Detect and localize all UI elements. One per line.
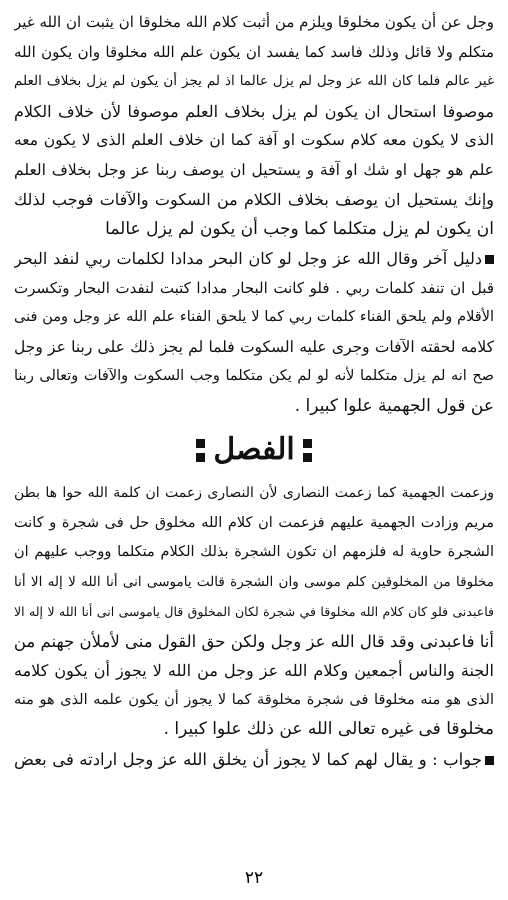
- text-line: الذى لا يكون معه كلام سكوت او آفة كما ان خلاف العلم الذى لا يكون معه: [14, 131, 494, 149]
- text-line: قبل ان تنفد كلمات ربي . فلو كانت البحار مدادا كتبت لنفدت البحار وتكسرت: [14, 278, 494, 297]
- text-line-with-marker: [14, 244, 494, 274]
- text-line: مخلوقا من المخلوقين كلم موسى وان الشجرة قالت ياموسى انى أنا الله لا إله الا أنا: [14, 573, 494, 590]
- text-line-with-marker: [14, 745, 494, 775]
- text-line: وزعمت الجهمية كما زعمت النصارى لأن النصارى زعمت ان كلمة الله حوا ها بطن: [14, 485, 494, 501]
- text-line: وجل عن أن يكون مخلوقا ويلزم من أثبت كلام الله مخلوقا ان يثبت ان الله غير: [14, 13, 494, 31]
- double-square-icon: [303, 439, 312, 462]
- text-line: غير عالم فلما كان الله عز وجل لم يزل عالما اذ لم يجز أن يكون لم يزل بخلاف العلم: [14, 73, 494, 89]
- square-bullet-icon: [485, 255, 494, 264]
- paragraph-opening: [14, 8, 494, 244]
- text-line-content: جواب : و يقال لهم كما لا يجوز أن يخلق الله عز وجل ارادته فى بعض: [14, 749, 482, 769]
- text-line: مخلوقا فى غيره تعالى الله عن ذلك علوا كبيرا .: [163, 719, 494, 739]
- text-line: متكلم ولا قائل وذلك فاسد كما يفسد ان يكون علم الله مخلوقا وان يكون الله: [14, 42, 494, 61]
- text-line: فاعبدنى فلو كان كلام الله مخلوقا في شجرة لكان المخلوق قال ياموسى انى أنا الله لا إله الا: [14, 604, 494, 619]
- text-line: ان يكون لم يزل متكلما كما وجب أن يكون لم يزل عالما: [105, 218, 494, 239]
- text-line: صح انه لم يزل متكلما لأنه لو لم يكن متكلما وجب السكوت والآفات وتعالى ربنا: [14, 368, 494, 384]
- section-heading: [14, 421, 494, 479]
- text-line: الأقلام ولم يلحق الفناء كلمات ربي كما لا يلحق الفناء علم الله عز وجل ومن فنى: [14, 309, 494, 325]
- text-line: أنا فاعبدنى وقد قال الله عز وجل ولكن حق القول منى لأملأن جهنم من: [14, 631, 494, 651]
- section-title: الفصل: [213, 432, 295, 467]
- paragraph-answer: [14, 745, 494, 775]
- text-line: علم هو جهل او شك او آفة و يستحيل ان يوصف ربنا عز وجل بخلاف العلم: [14, 160, 494, 179]
- text-line: عن قول الجهمية علوا كبيرا .: [294, 395, 494, 416]
- square-bullet-icon: [485, 756, 494, 765]
- text-line: وإنك يستحيل ان يوصف بخلاف الكلام من السكوت والآفات فوجب لذلك: [14, 190, 494, 209]
- page-number: ٢٢: [244, 868, 264, 887]
- text-line: مريم وزادت الجهمية عليهم فزعمت ان كلام الله مخلوق حل فى شجرة و كانت: [14, 514, 494, 531]
- paragraph-section: [14, 479, 494, 745]
- text-line-content: دليل آخر وقال الله عز وجل لو كان البحر مدادا لكلمات ربي لنفد البحر: [14, 249, 482, 268]
- text-line: موصوفا استحال ان يكون لم يزل بخلاف العلم موصوفا لأن خلاف الكلام: [14, 101, 494, 121]
- text-line: الشجرة حاوية له فلزمهم ان تكون الشجرة بذلك الكلام متكلما ووجب عليهم ان: [14, 544, 494, 560]
- paragraph-another-proof: [14, 244, 494, 421]
- double-square-icon: [196, 439, 205, 462]
- text-line: الذى هو منه مخلوقا فى شجرة مخلوقة كما لا يجوز أن يكون علمه الذى هو منه: [14, 691, 494, 708]
- text-line: كلامه لحقته الآفات وجرى عليه السكوت فلما لم يجز ذلك على ربنا عز وجل: [14, 337, 494, 356]
- text-line: الجنة والناس أجمعين وكلام الله عز وجل من الله لا يجوز أن يكون كلامه: [14, 661, 494, 680]
